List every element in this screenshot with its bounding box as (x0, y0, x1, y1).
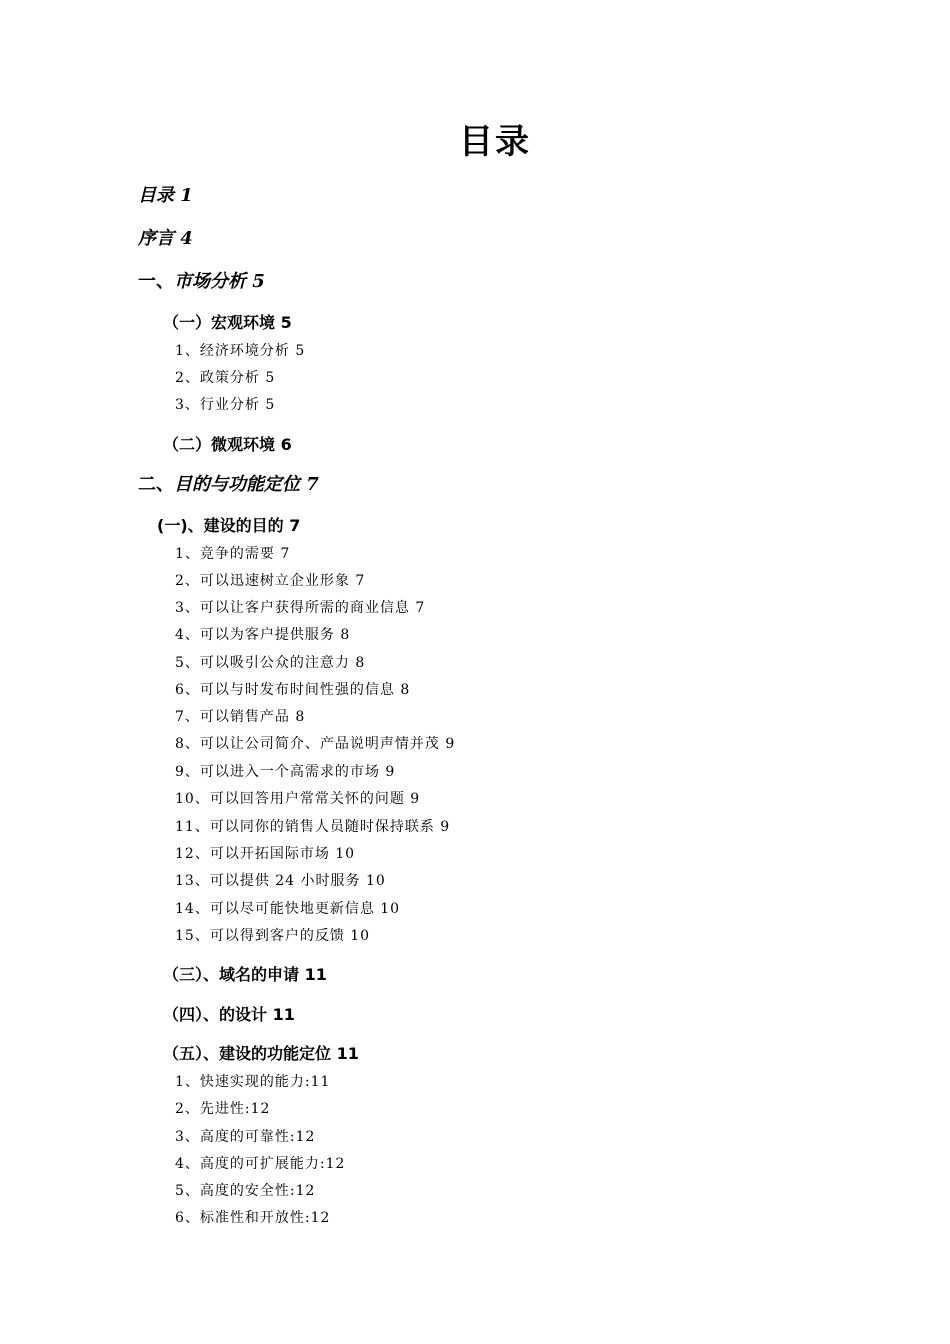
toc-entry-level3[interactable]: 8、可以让公司简介、产品说明声情并茂 9 (175, 736, 456, 752)
toc-entry-level3[interactable]: 2、可以迅速树立企业形象 7 (175, 573, 366, 589)
toc-entry-level3[interactable]: 12、可以开拓国际市场 10 (175, 846, 356, 862)
toc-entry-level3[interactable]: 11、可以同你的销售人员随时保持联系 9 (175, 819, 451, 835)
toc-entry-level3[interactable]: 5、高度的安全性:12 (175, 1183, 316, 1199)
toc-entry-level3[interactable]: 3、可以让客户获得所需的商业信息 7 (175, 600, 426, 616)
toc-entry-level2[interactable]: （五）、建设的功能定位 11 (163, 1044, 359, 1063)
toc-entry-level3[interactable]: 1、经济环境分析 5 (175, 343, 306, 359)
toc-entry-level2[interactable]: （二）微观环境 6 (163, 435, 292, 454)
toc-entry-level3[interactable]: 9、可以进入一个高需求的市场 9 (175, 764, 396, 780)
toc-entry-prefix: 一、 (138, 271, 174, 292)
toc-entry-label: 目的与功能定位 7 (174, 474, 319, 495)
toc-entry-level3[interactable]: 6、标准性和开放性:12 (175, 1210, 331, 1226)
toc-entry-level3[interactable]: 14、可以尽可能快地更新信息 10 (175, 901, 401, 917)
toc-entry-level3[interactable]: 1、竞争的需要 7 (175, 546, 291, 562)
toc-entry-level3[interactable]: 6、可以与时发布时间性强的信息 8 (175, 682, 411, 698)
toc-entry-level3[interactable]: 4、高度的可扩展能力:12 (175, 1156, 346, 1172)
toc-entry-level1[interactable]: 序言 4 (138, 228, 193, 249)
toc-entry-level3[interactable]: 5、可以吸引公众的注意力 8 (175, 655, 366, 671)
toc-entry-level3[interactable]: 2、先进性:12 (175, 1101, 271, 1117)
toc-entry-level1[interactable]: 目录 1 (138, 185, 193, 206)
toc-entry-level1[interactable] (138, 273, 265, 291)
toc-entry-level3[interactable]: 1、快速实现的能力:11 (175, 1074, 331, 1090)
toc-entry-prefix: 二、 (138, 474, 174, 495)
toc-entry-level3[interactable]: 13、可以提供 24 小时服务 10 (175, 873, 386, 889)
toc-entry-level2[interactable]: （三）、域名的申请 11 (163, 965, 327, 984)
toc-entry-level3[interactable]: 15、可以得到客户的反馈 10 (175, 928, 371, 944)
toc-entry-level3[interactable]: 3、高度的可靠性:12 (175, 1129, 316, 1145)
toc-entry-level2[interactable]: （四）、的设计 11 (163, 1005, 295, 1024)
toc-entry-level3[interactable]: 10、可以回答用户常常关怀的问题 9 (175, 791, 421, 807)
toc-entry-level2[interactable]: （一）宏观环境 5 (163, 313, 292, 332)
toc-entry-level2[interactable]: (一)、建设的目的 7 (157, 516, 301, 535)
toc-entry-label: 市场分析 5 (174, 271, 265, 292)
toc-entry-level3[interactable]: 3、行业分析 5 (175, 397, 276, 413)
toc-entry-level3[interactable]: 2、政策分析 5 (175, 370, 276, 386)
toc-entry-level3[interactable]: 4、可以为客户提供服务 8 (175, 627, 351, 643)
page-title: 目录 (459, 122, 531, 162)
toc-entry-level3[interactable]: 7、可以销售产品 8 (175, 709, 306, 725)
toc-entry-level1[interactable] (138, 476, 319, 494)
